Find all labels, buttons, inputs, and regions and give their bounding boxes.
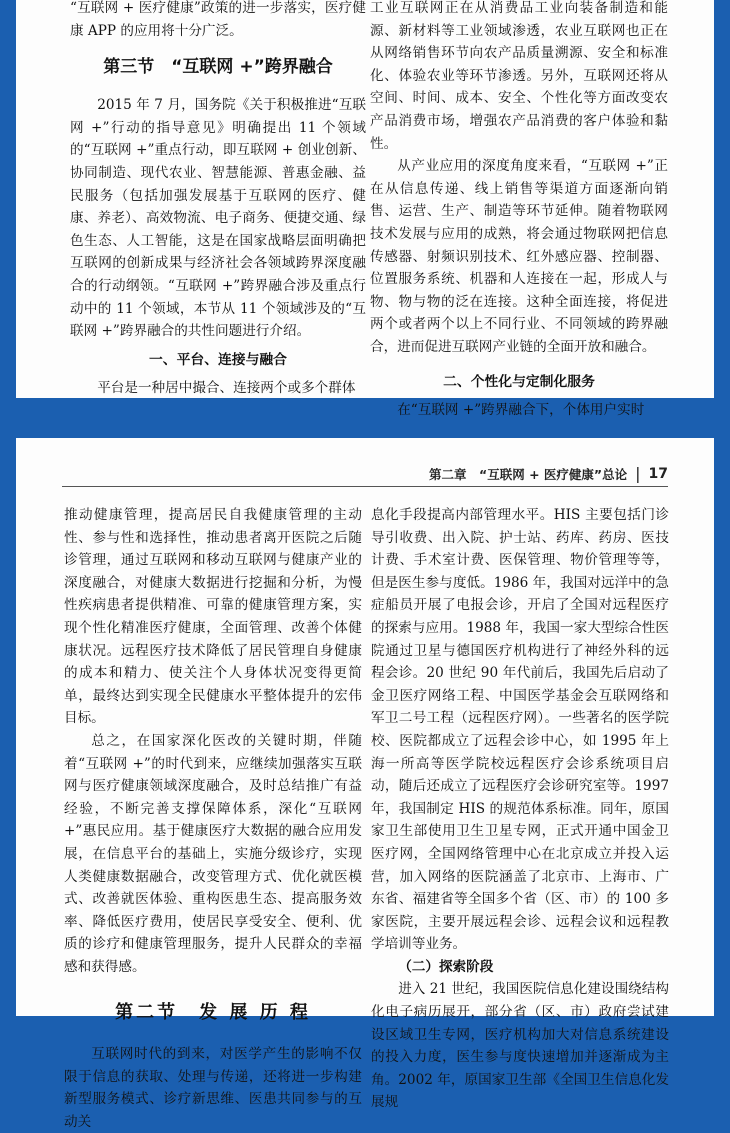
top-right-para2: 从产业应用的深度角度来看，“互联网 +”正在从信息传递、线上销售等渠道方面逐渐向销售、运营、生产、制造等环节延伸。随着物联网技术发展与应用的成熟，将会通过物联网把信息传感器、射频识别技术、红外感应器、控制器、位置服务系统、机器和人连接在一起，形成人与物、物与物的泛在连接。这种全面连接，将促进两个或者两个以上不同行业、不同领域的跨界融合，进而促进互联网产业链的全面开放和融合。 [370, 158, 668, 355]
section-title-2: 第二节 发 展 历 程 [115, 1002, 311, 1024]
running-head [429, 464, 668, 483]
bottom-left-column [64, 504, 362, 1133]
bottom-page [16, 438, 714, 1130]
subsection-title-1: 一、平台、连接与融合 [149, 351, 287, 368]
subsection-title-explore: （二）探索阶段 [398, 958, 494, 975]
top-left-para1: 2015 年 7 月，国务院《关于积极推进“互联网 +”行动的指导意见》明确提出 11 个领域的“互联网 +”重点行动，即互联网 + 创业创新、协同制造、现代农业、智慧能源、普惠金融、益民服务（包括加强发展基于互联网的医疗、健康、养老）、高效物流、电子商务、便捷交通、绿色生态、人工智能，这是在国家战略层面明确把互联网的创新成果与经济社会各领域跨界深度融合的行动纲领。“互联网 +”跨界融合涉及重点行动中的 11 个领域，本节从 11 个领域涉及的“互联网 +”跨界融合的共性问题进行介绍。 [70, 97, 366, 340]
header-rule [62, 486, 668, 487]
top-left-column [70, 0, 366, 400]
top-right-para1: 工业互联网正在从消费品工业向装备制造和能源、新材料等工业领域渗透，农业互联网也正在从网络销售环节向农产品质量溯源、安全和标准化、体验农业等环节渗透。另外，互联网还将从空间、时间、成本、安全、个性化等方面改变农产品消费市场，增强农产品消费的客户体验和黏性。 [370, 0, 668, 152]
top-left-para2: 平台是一种居中撮合、连接两个或多个群体 [97, 380, 356, 397]
bottom-right-para2: 进入 21 世纪，我国医院信息化建设围绕结构化电子病历展开，部分省（区、市）政府尝试建设区域卫生专网，医疗机构加大对信息系统建设的投入力度，医生参与度快速增加并逐渐成为主角。2002 年，原国家卫生部《全国卫生信息化发展规 [371, 981, 669, 1111]
top-right-para3: 在“互联网 +”跨界融合下，个体用户实时 [397, 402, 645, 419]
bottom-left-para2: 总之，在国家深化医改的关键时期，伴随着“互联网 +”的时代到来，应继续加强落实互联网与医疗健康领域深度融合，及时总结推广有益经验，不断完善支撑保障体系，深化“互联网 +”惠民应用。基于健康医疗大数据的融合应用发展，在信息平台的基础上，实施分级诊疗，实现人类健康数据融合，改变管理方式、优化就医模式、改善就医体验、重构医患生态、提高服务效率、降低医疗费用，使居民享受安全、便利、优质的诊疗和健康管理服务，提升人民群众的幸福感和获得感。 [64, 732, 362, 975]
bottom-right-column [371, 504, 669, 1114]
bottom-right-para1: 息化手段提高内部管理水平。HIS 主要包括门诊导引收费、出入院、护士站、药库、药房、医技计费、手术室计费、医保管理、物价管理等等，但是医生参与度低。1986 年，我国对远洋中的急症船员开展了电报会诊，开启了全国对远程医疗的探索与应用。1988 年，我国一家大型综合性医院通过卫星与德国医疗机构进行了神经外科的远程会诊。20 世纪 90 年代前后，我国先后启动了金卫医疗网络工程、中国医学基金会互联网络和军卫二号工程（远程医疗网）。一些著名的医学院校、医院都成立了远程会诊中心，如 1995 年上海一所高等医学院校远程医疗会诊系统项目启动，随后还成立了远程医疗会诊研究室等。1997 年，我国制定 HIS 的规范体系标准。同年，原国家卫生部使用卫生卫星专网，正式开通中国金卫医疗网，全国网络管理中心在北京成立并投入运营，加入网络的医院涵盖了北京市、上海市、广东省、福建省等全国多个省（区、市）的 100 多家医院，主要开展远程会诊、远程会议和远程教学培训等业务。 [371, 507, 669, 953]
bottom-left-para1: 推动健康管理，提高居民自我健康管理的主动性、参与性和选择性，推动患者离开医院之后随诊管理，通过互联网和移动互联网与健康产业的深度融合，对健康大数据进行挖掘和分析，为慢性疾病患者提供精准、可靠的健康管理方案，实现个性化精准医疗健康，全面管理、改善个体健康状况。远程医疗技术降低了居民管理自身健康的成本和精力、使关注个人身体状况变得更简单，最终达到实现全民健康水平整体提升的宏伟目标。 [64, 507, 362, 727]
section-title-3: 第三节 “互联网 +”跨界融合 [103, 57, 333, 78]
header-separator: | [635, 464, 641, 483]
top-right-column [370, 0, 668, 422]
subsection-title-2: 二、个性化与定制化服务 [443, 373, 595, 390]
top-page [16, 0, 714, 419]
page-number: 17 [648, 465, 668, 482]
bottom-left-para3: 互联网时代的到来，对医学产生的影响不仅限于信息的获取、处理与传递，还将进一步构建新型服务模式、诊疗新思维、医患共同参与的互动关 [64, 1046, 362, 1130]
top-left-intro: “互联网 + 医疗健康”政策的进一步落实，医疗健康 APP 的应用将十分广泛。 [70, 0, 366, 39]
chapter-title: 第二章 “互联网 + 医疗健康”总论 [429, 466, 628, 482]
